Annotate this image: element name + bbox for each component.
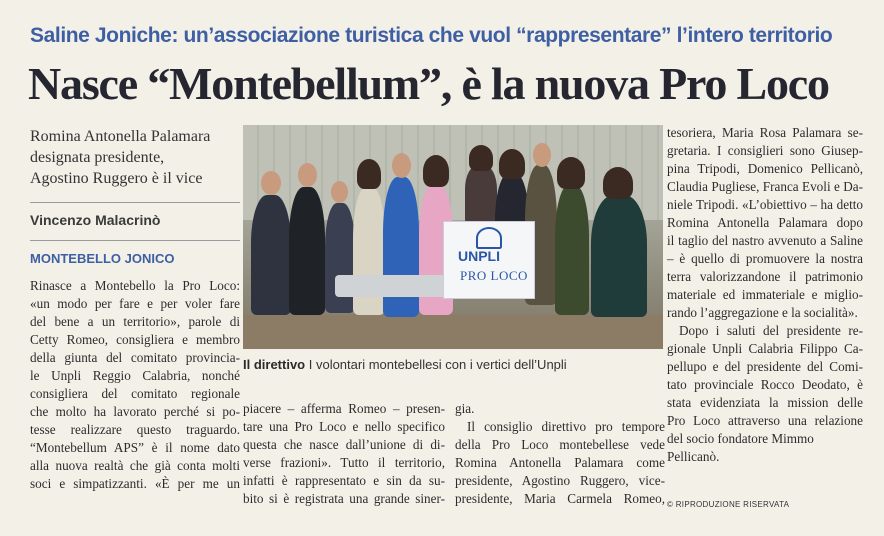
- copyright-notice: © RIPRODUZIONE RISERVATA: [667, 500, 790, 509]
- text-line: gionale Unpli Calabria Filippo Ca-: [667, 341, 863, 356]
- text-line: le Unpli Reggio Calabria, nonché: [30, 368, 240, 383]
- person-head: [533, 143, 551, 167]
- text-line: bito si è registrata una grande siner-: [243, 491, 445, 506]
- photo-caption: [243, 357, 663, 372]
- text-line: questa che nasce dall’unione di di-: [243, 437, 445, 452]
- text-line: niele Tripodi. «L’obiettivo – ha detto: [667, 197, 863, 212]
- unpli-logo-icon: [476, 227, 502, 249]
- text-line: gia.: [455, 401, 475, 416]
- article-headline: Nasce “Montebellum”, è la nuova Pro Loco: [28, 58, 829, 109]
- text-line: gretaria. I consiglieri sono Giusep-: [667, 143, 863, 158]
- banner-brand: UNPLI: [458, 248, 500, 264]
- text-line: rando l’aggregazione e la socialità».: [667, 305, 858, 320]
- dateline: MONTEBELLO JONICO: [30, 251, 175, 266]
- caption-text: I volontari montebellesi con i vertici dell’Unpli: [305, 357, 567, 372]
- text-line: tato provinciale Rocco Deodato, è: [667, 377, 863, 392]
- text-line: presidente, Agostino Ruggero, vice-: [455, 473, 665, 488]
- text-line: soci e simpatizzanti. «È per me un: [30, 476, 240, 491]
- person-hair: [469, 145, 493, 171]
- person-figure: [251, 195, 291, 315]
- divider: [30, 202, 240, 203]
- person-figure: [465, 165, 497, 225]
- person-hair: [557, 157, 585, 189]
- text-line: della giunta del comitato provincia-: [30, 350, 240, 365]
- article-column-3: [455, 400, 665, 508]
- person-hair: [357, 159, 381, 189]
- unpli-banner: [443, 221, 535, 299]
- text-line: tesoriera, Maria Rosa Palamara se-: [667, 125, 863, 140]
- person-head: [261, 171, 281, 195]
- text-line: stata evidenziata la mission delle: [667, 395, 863, 410]
- banner-text: PRO LOCO: [460, 268, 528, 283]
- article-column-1: [30, 277, 240, 493]
- text-line: pellupo e del presidente del Comi-: [667, 359, 863, 374]
- text-line: infatti è rappresentato e sin da su-: [243, 473, 445, 488]
- text-line: – è quello di promuovere la nostra: [667, 251, 863, 266]
- text-line: verse frazioni». Tutto il territorio,: [243, 455, 445, 470]
- person-head: [298, 163, 317, 187]
- article-subheadline: [30, 126, 240, 189]
- byline: Vincenzo Malacrinò: [30, 212, 161, 228]
- text-line: consigliera del comitato regionale: [30, 386, 240, 401]
- text-line: pina Tripodi, Domenico Pellicanò,: [667, 161, 863, 176]
- person-figure: [591, 195, 647, 317]
- text-line: piacere – afferma Romeo – presen-: [243, 401, 445, 416]
- text-line: “Montebellum APS” è il nome dato: [30, 440, 240, 455]
- article-column-2: [243, 400, 445, 508]
- person-figure: [289, 187, 325, 315]
- text-line: che molto ha lavorato perché si po-: [30, 404, 240, 419]
- person-hair: [423, 155, 449, 187]
- text-line: Dopo i saluti del presidente re-: [679, 323, 863, 338]
- article-kicker: Saline Joniche: un’associazione turistica che vuol “rappresentare” l’intero territorio: [30, 24, 833, 47]
- text-line: Il consiglio direttivo pro tempore: [467, 419, 665, 434]
- text-line: Cetty Romeo, consigliera e membro: [30, 332, 240, 347]
- person-hair: [603, 167, 633, 199]
- divider: [30, 240, 240, 241]
- text-line: Romina Antonella Palamara come: [455, 455, 665, 470]
- text-line: Claudia Pugliese, Franca Evoli e Da-: [667, 179, 863, 194]
- subhead-line: Agostino Ruggero è il vice: [30, 170, 203, 187]
- subhead-line: Romina Antonella Palamara: [30, 128, 211, 145]
- photo-floor: [243, 315, 663, 349]
- group-photo: [243, 125, 663, 349]
- text-line: materiale ed immateriale e miglio-: [667, 287, 863, 302]
- text-line: del socio fondatore Mimmo Pellicanò.: [667, 431, 814, 464]
- text-line: Rinasce a Montebello la Pro Loco:: [30, 278, 240, 293]
- text-line: alla nuova realtà che già conta molti: [30, 458, 240, 473]
- text-line: il taglio del nastro avvenuto a Saline: [667, 233, 863, 248]
- text-line: presidente, Maria Carmela Romeo,: [455, 491, 665, 506]
- text-line: «un modo per fare e per voler fare: [30, 296, 240, 311]
- text-line: Pro Loco attraverso una relazione: [667, 413, 863, 428]
- text-line: tare una Pro Loco e nello specifico: [243, 419, 445, 434]
- person-figure: [555, 185, 589, 315]
- article-column-4: [667, 124, 863, 466]
- text-line: Romina Antonella Palamara dopo: [667, 215, 863, 230]
- text-line: della Pro Loco montebellese vede: [455, 437, 665, 452]
- person-head: [392, 153, 411, 178]
- subhead-line: designata presidente,: [30, 149, 165, 166]
- text-line: del bene a un territorio», parole di: [30, 314, 240, 329]
- person-hair: [499, 149, 525, 179]
- person-head: [331, 181, 348, 203]
- caption-label: Il direttivo: [243, 357, 306, 372]
- text-line: terra valorizzandone il patrimonio: [667, 269, 863, 284]
- text-line: tesse realizzare questo traguardo.: [30, 422, 240, 437]
